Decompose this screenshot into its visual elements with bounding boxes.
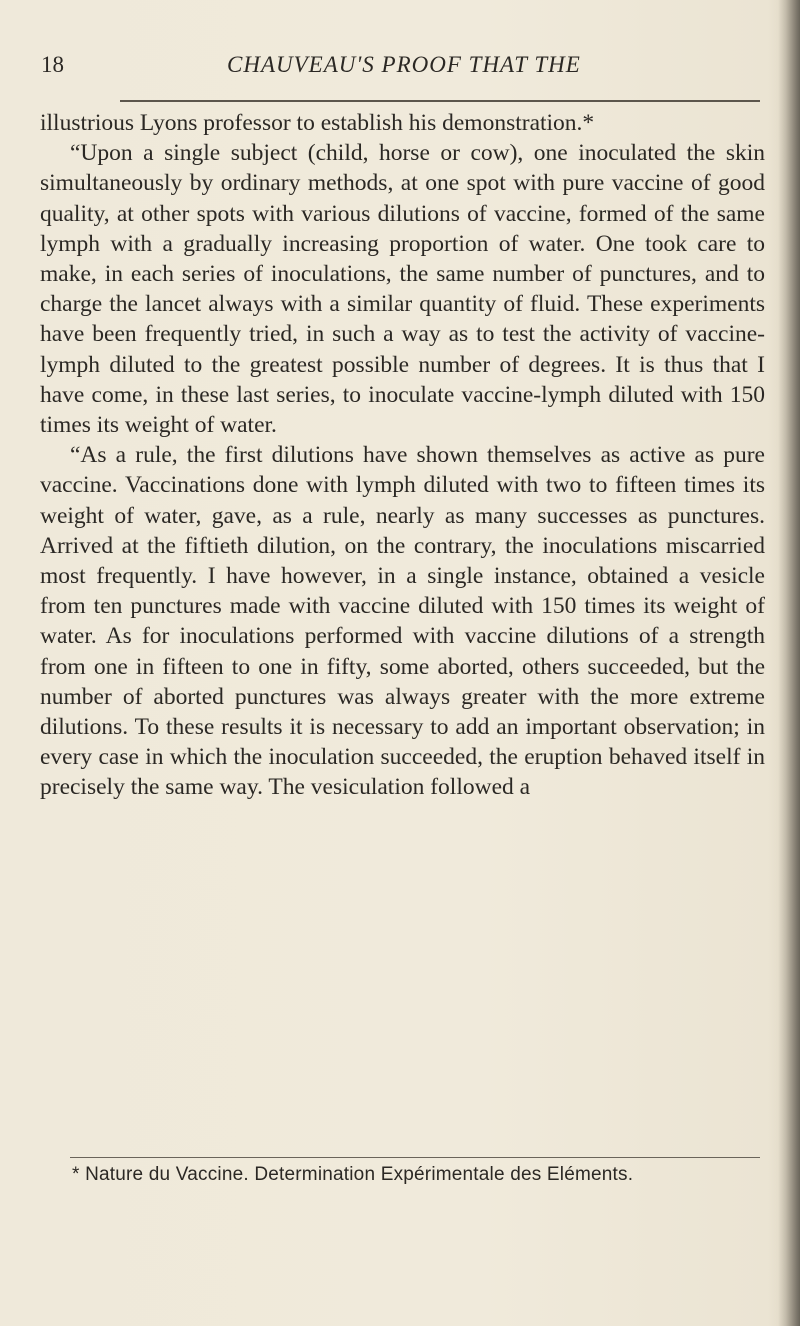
- body-text: [40, 108, 765, 803]
- page-header: [41, 52, 761, 88]
- footnote: * Nature du Vaccine. Determination Expérimentale des Eléments.: [72, 1164, 634, 1185]
- paragraph-continuation: illustrious Lyons professor to establish his demonstration.*: [40, 110, 595, 136]
- header-rule: [120, 100, 760, 102]
- page-number: 18: [41, 52, 64, 77]
- paragraph-quote-1: “Upon a single subject (child, horse or cow), one inoculated the skin simultaneously by ordinary methods, at one spot with pure vaccine of good quality, at other spots with various dilutions of vaccine, formed of the same lymph with a gradually increasing proportion of water. One took care to make, in each series of inoculations, the same number of punctures, and to charge the lancet always with a similar quantity of fluid. These experiments have been frequently tried, in such a way as to test the activity of vaccine-lymph diluted to the greatest possible number of degrees. It is thus that I have come, in these last series, to inoculate vaccine-lymph diluted with 150 times its weight of water.: [40, 140, 765, 439]
- running-head: CHAUVEAU'S PROOF THAT THE: [227, 52, 581, 77]
- page-edge-shadow: [778, 0, 800, 1326]
- footnote-rule: [70, 1157, 760, 1158]
- paragraph-quote-2: “As a rule, the first dilutions have shown themselves as active as pure vaccine. Vaccinations done with lymph diluted with two to fifteen times its weight of water, gave, as a rule, nearly as many successes as punctures. Arrived at the fiftieth dilution, on the contrary, the inoculations miscarried most frequently. I have however, in a single instance, obtained a vesicle from ten punctures made with vaccine diluted with 150 times its weight of water. As for inoculations performed with vaccine dilutions of a strength from one in fifteen to one in fifty, some aborted, others succeeded, but the number of aborted punctures was always greater with the more extreme dilutions. To these results it is necessary to add an important observation; in every case in which the inoculation succeeded, the eruption behaved itself in precisely the same way. The vesiculation followed a: [40, 442, 765, 801]
